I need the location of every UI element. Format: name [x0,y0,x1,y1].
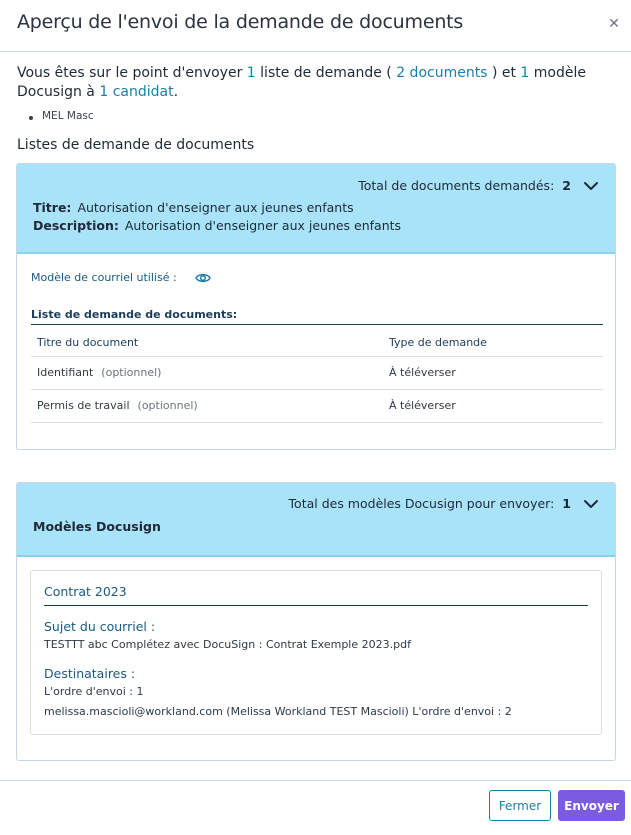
chevron-down-icon[interactable] [583,178,599,194]
document-table [31,329,603,423]
eye-icon[interactable] [195,270,211,284]
request-description-label: Description: [33,218,119,233]
document-list-title: Liste de demande de documents: [31,308,238,321]
table-row [31,356,603,389]
request-title-value: Autorisation d'enseigner aux jeunes enfants [77,200,354,215]
document-title-cell [31,389,383,422]
modal-header [0,0,631,52]
intro-part1: Vous êtes sur le point d'envoyer [17,65,247,81]
section-heading: Listes de demande de documents [17,137,255,153]
candidate-link[interactable]: 1 candidat [99,84,174,100]
request-type-cell: À téléverser [383,356,603,389]
table-row [31,389,603,422]
chevron-down-icon[interactable] [583,496,599,512]
candidate-item: MEL Masc [28,110,94,122]
request-title-line [33,200,354,215]
recipient-line: melissa.mascioli@workland.com (Melissa Workland TEST Mascioli) L'ordre d'envoi : 2 [44,705,512,718]
recipient-order: L'ordre d'envoi : 1 [44,685,144,698]
docusign-models-title: Modèles Docusign [33,519,161,534]
column-header-type: Type de demande [383,329,603,356]
intro-part3: ) et [487,65,521,81]
recipients-label: Destinataires : [44,666,136,681]
email-template-label: Modèle de courriel utilisé : [31,271,177,284]
intro-text [17,64,617,102]
column-header-title: Titre du document [31,329,383,356]
docusign-total-label: Total des modèles Docusign pour envoyer: [288,496,555,511]
contract-card [30,570,602,735]
close-button[interactable]: Fermer [489,790,551,821]
request-description-value: Autorisation d'enseigner aux jeunes enfants [124,218,402,233]
list-count: 1 [246,65,256,81]
intro-part4: modèle Docusign à [17,65,586,100]
divider [31,324,603,325]
send-button[interactable]: Envoyer [558,790,625,821]
docusign-total [289,496,571,511]
docusign-panel [16,482,616,761]
modal-title: Aperçu de l'envoi de la demande de documents [17,11,464,33]
candidate-list [28,110,94,122]
footer-divider [0,780,631,781]
optional-tag: (optionnel) [101,366,162,379]
request-title-label: Titre: [33,200,72,215]
docusign-total-value: 1 [562,496,571,511]
request-list-panel-header[interactable] [17,164,615,254]
request-type-cell: À téléverser [383,389,603,422]
optional-tag: (optionnel) [137,399,198,412]
document-title-cell [31,356,383,389]
documents-total-label: Total de documents demandés: [358,178,555,193]
email-subject-value: TESTTT abc Complétez avec DocuSign : Contrat Exemple 2023.pdf [44,638,411,651]
close-icon[interactable]: ✕ [608,16,620,32]
docusign-panel-header[interactable] [17,483,615,557]
table-header-row [31,329,603,356]
document-title: Identifiant [37,366,94,379]
email-subject-label: Sujet du courriel : [44,619,156,634]
divider [44,605,588,606]
request-list-panel [16,163,616,450]
intro-part5: . [173,84,179,100]
model-count: 1 [520,65,530,81]
documents-link[interactable]: 2 documents [396,65,488,81]
document-title: Permis de travail [37,399,130,412]
intro-part2: liste de demande ( [255,65,397,81]
contract-name: Contrat 2023 [44,584,127,599]
request-description-line [33,218,401,233]
documents-total [358,178,571,193]
documents-total-value: 2 [562,178,571,193]
